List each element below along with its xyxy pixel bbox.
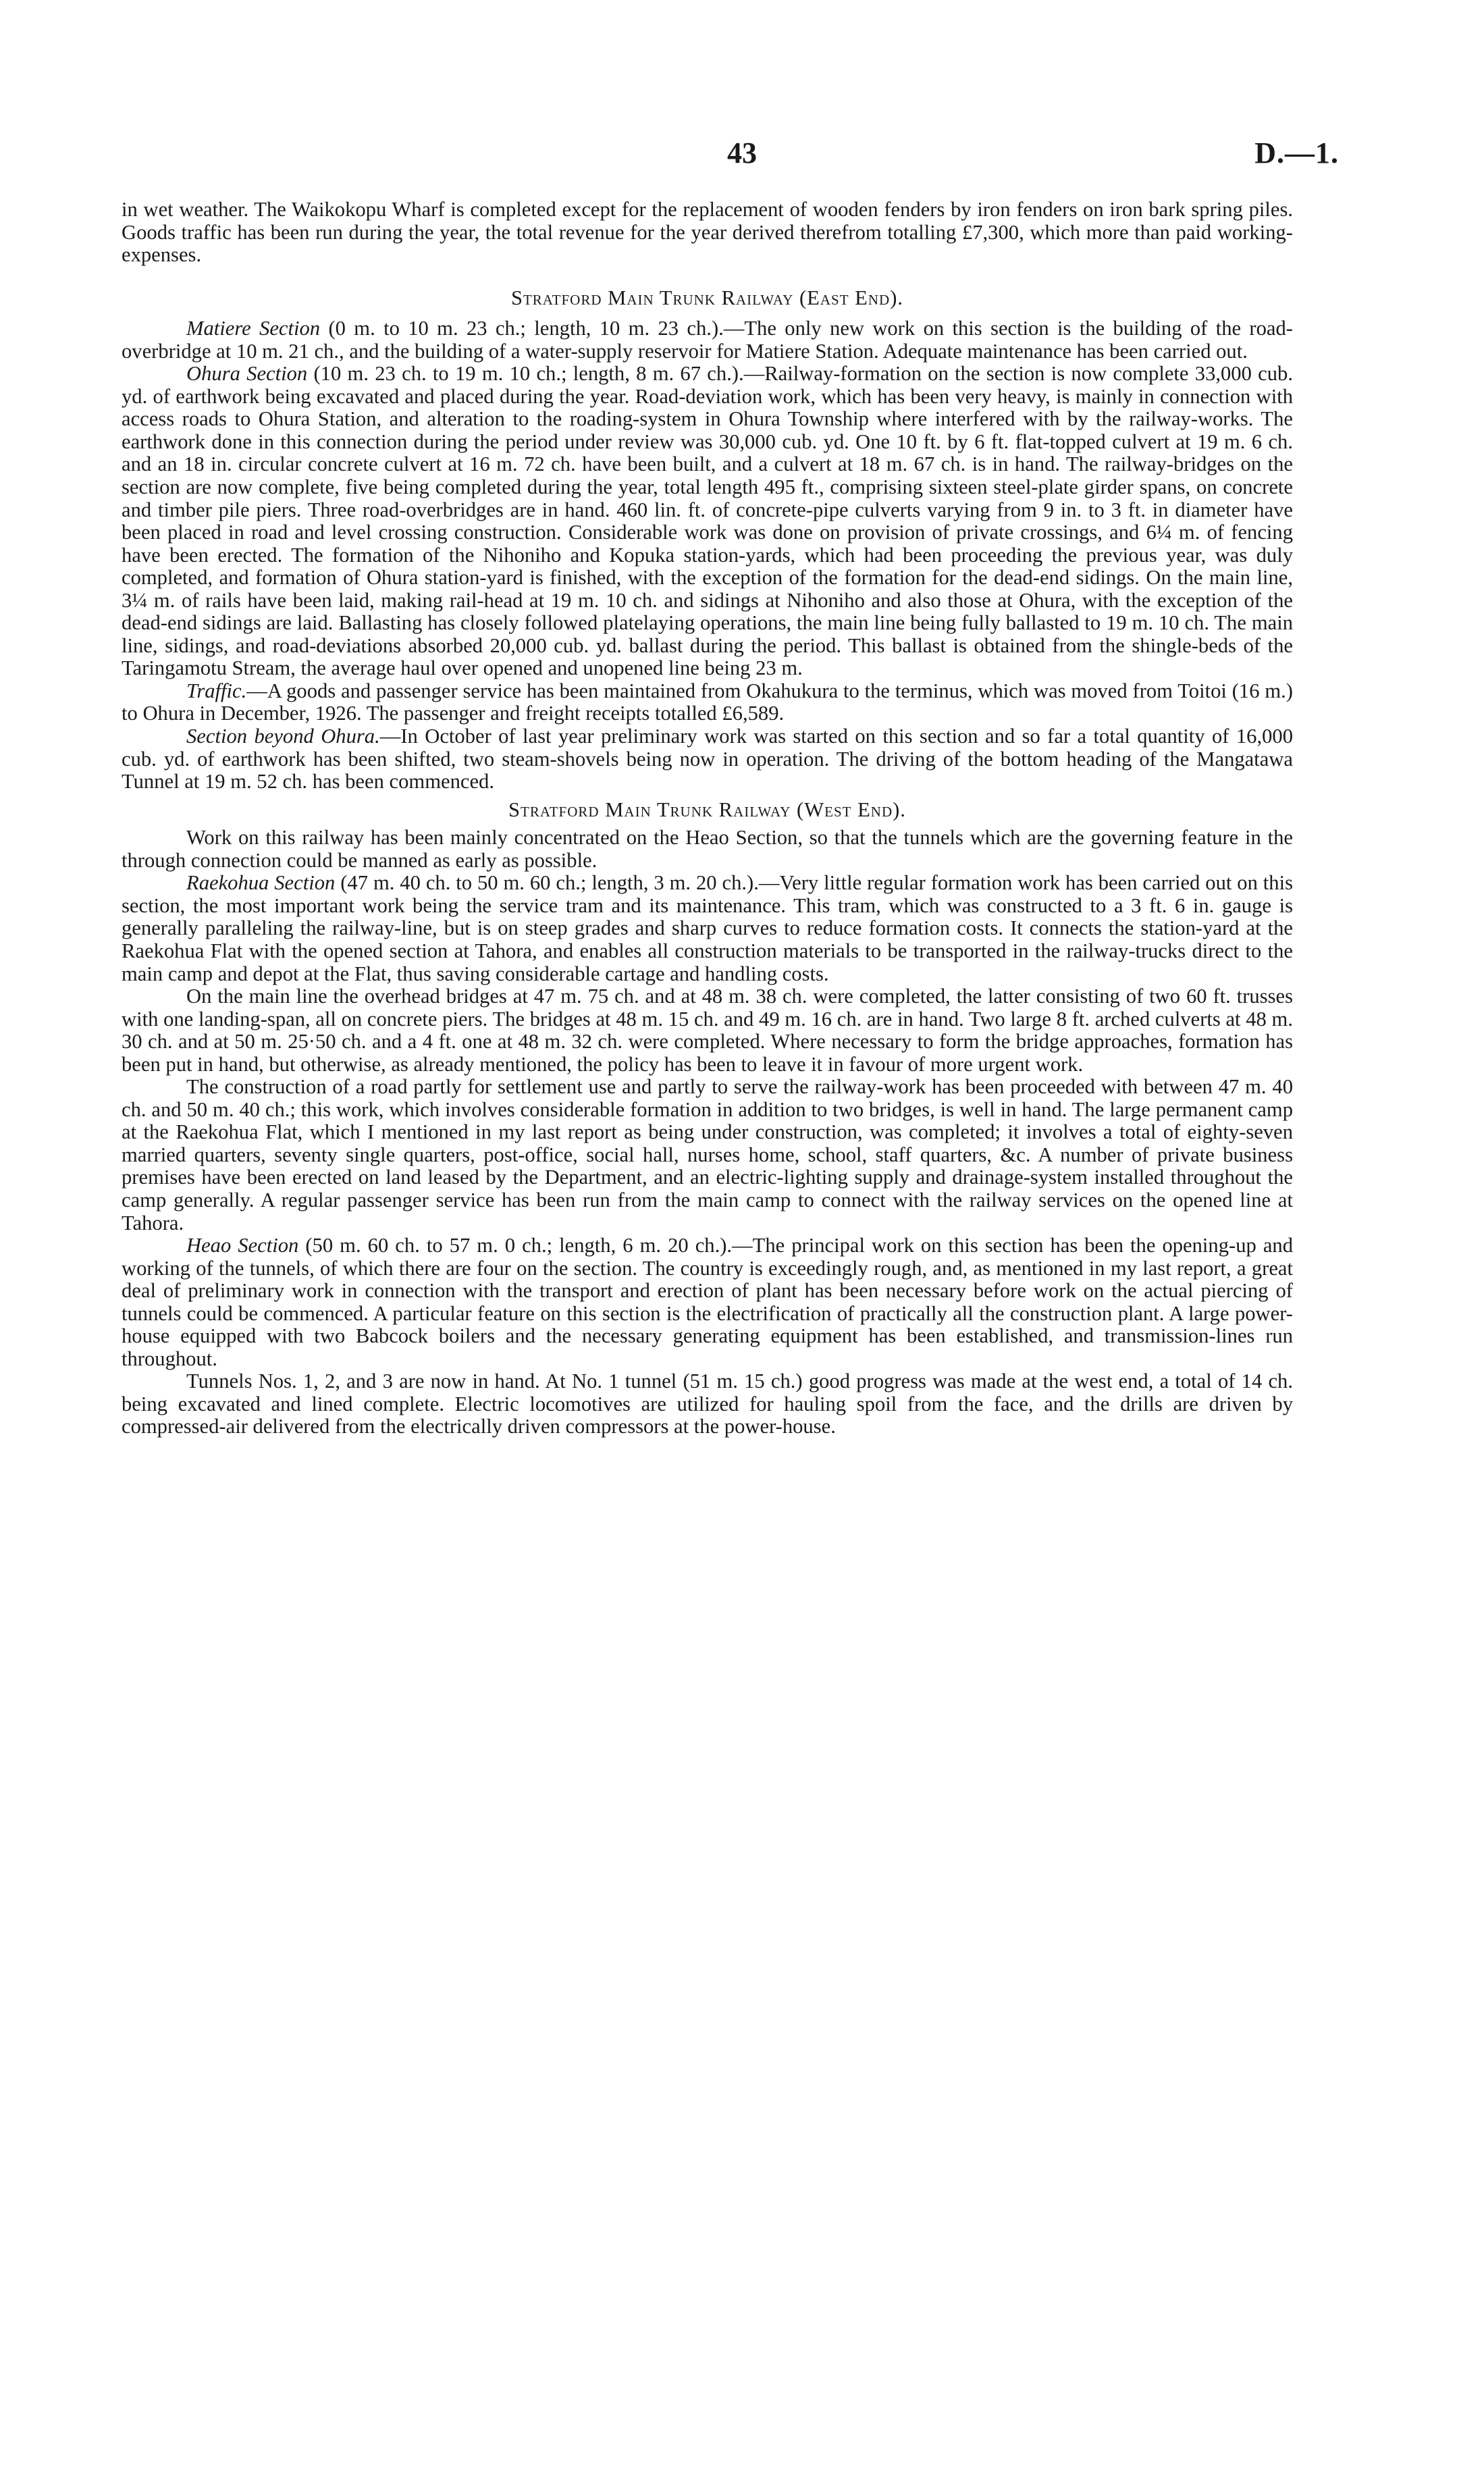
road-construction-paragraph: The construction of a road partly for settlement use and partly to serve the railway-work has been proceeded with between 47 m. 40 ch. and 50 m. 40 ch.; this work, which involves considerable formation in addition to two bridges, is well in hand. The large permanent camp at the Raekohua Flat, which I mentioned in my last report as being under construction, was completed; it involves a total of eighty-seven married quarters, seventy single quarters, post-office, social hall, nurses home, school, staff quarters, &c. A number of private business premises have been erected on land leased by the Department, and an electric-lighting supply and drainage-system installed throughout the camp generally. A regular passenger service has been run from the main camp to connect with the railway services on the opened line at Tahora. (122, 1075, 1293, 1234)
traffic-text: —A goods and passenger service has been maintained from Okahukura to the terminus, which was moved from Toitoi (16 m.) to Ohura in December, 1926. The passenger and freight receipts totalled £6,589. (122, 679, 1293, 725)
main-line-bridges-paragraph: On the main line the overhead bridges at 47 m. 75 ch. and at 48 m. 38 ch. were completed, the latter consisting of two 60 ft. trusses with one landing-span, all on concrete piers. The bridges at 48 m. 15 ch. and 49 m. 16 ch. are in hand. Two large 8 ft. arched culverts at 48 m. 30 ch. and at 50 m. 25·50 ch. and a 4 ft. one at 48 m. 32 ch. were completed. Where necessary to form the bridge approaches, formation has been put in hand, but otherwise, as already mentioned, the policy has been to leave it in favour of more urgent work. (122, 985, 1293, 1076)
document-reference: D.—1. (1254, 136, 1339, 170)
heao-section-text: (50 m. 60 ch. to 57 m. 0 ch.; length, 6 m. 20 ch.).—The principal work on this section has been the opening-up and working of the tunnels, of which there are four on the section. The country is exceedingly rough, and, as mentioned in my last report, a great deal of preliminary work in connection with the transport and erection of plant has been necessary before work on the actual piercing of tunnels could be commenced. A particular feature on this section is the electrification of practically all the construction plant. A large power-house equipped with two Babcock boilers and the necessary generating equipment has been established, and transmission-lines run throughout. (122, 1234, 1293, 1370)
heao-section-lead: Heao Section (186, 1234, 299, 1257)
ohura-section-paragraph (122, 363, 1293, 680)
report-body (122, 199, 1293, 1438)
west-end-intro-paragraph: Work on this railway has been mainly concentrated on the Heao Section, so that the tunnels which are the governing feature in the through connection could be manned as early as possible. (122, 826, 1293, 872)
intro-paragraph: in wet weather. The Waikokopu Wharf is completed except for the replacement of wooden fenders by iron fenders on iron bark spring piles. Goods traffic has been run during the year, the total revenue for the year derived therefrom totalling £7,300, which more than paid working-expenses. (122, 198, 1293, 267)
traffic-paragraph (122, 680, 1293, 725)
raekohua-section-text: (47 m. 40 ch. to 50 m. 60 ch.; length, 3 m. 20 ch.).—Very little regular formation work has been carried out on this section, the most important work being the service tram and its maintenance. This tram, which was constructed to a 3 ft. 6 in. gauge is generally paralleling the railway-line, but is on steep grades and sharp curves to reduce formation costs. It connects the station-yard at the Raekohua Flat with the opened section at Tahora, and enables all construction materials to be transported in the railway-trucks direct to the main camp and depot at the Flat, thus saving considerable cartage and handling costs. (122, 871, 1294, 985)
raekohua-section-paragraph (122, 872, 1293, 985)
section-heading-east-end: Stratford Main Trunk Railway (East End). (510, 286, 904, 309)
raekohua-section-lead: Raekohua Section (186, 871, 336, 895)
section-beyond-ohura-lead: Section beyond Ohura. (186, 725, 380, 748)
matiere-section-lead: Matiere Section (186, 317, 321, 340)
page-number: 43 (727, 136, 757, 170)
heao-section-paragraph (122, 1234, 1293, 1370)
matiere-section-paragraph (122, 317, 1293, 363)
traffic-lead: Traffic. (186, 679, 247, 702)
ohura-section-text: (10 m. 23 ch. to 19 m. 10 ch.; length, 8 m. 67 ch.).—Railway-formation on the section is now complete 33,000 cub. yd. of earthwork being excavated and placed during the year. Road-deviation work, which has been very heavy, is mainly in connection with access roads to Ohura Station, and alteration to the roading-system in Ohura Township where interfered with by the railway-works. The earthwork done in this connection during the period under review was 30,000 cub. yd. One 10 ft. by 6 ft. flat-topped culvert at 19 m. 6 ch. and an 18 in. circular concrete culvert at 16 m. 72 ch. have been built, and a culvert at 18 m. 67 ch. is in hand. The railway-bridges on the section are now complete, five being completed during the year, total length 495 ft., comprising sixteen steel-plate girder spans, on concrete and timber pile piers. Three road-overbridges are in hand. 460 lin. ft. of concrete-pipe culverts varying from 9 in. to 3 ft. in diameter have been placed in road and level crossing construction. Considerable work was done on provision of private crossings, and 6¼ m. of fencing have been erected. The formation of the Nihoniho and Kopuka station-yards, which had been proceeding the previous year, was duly completed, and formation of Ohura station-yard is finished, with the exception of the formation for the dead-end sidings. On the main line, 3¼ m. of rails have been laid, making rail-head at 19 m. 10 ch. and sidings at Nihoniho and also those at Ohura, with the exception of the dead-end sidings are laid. Ballasting has closely followed platelaying operations, the main line being fully ballasted to 19 m. 10 ch. The main line, sidings, and road-deviations absorbed 20,000 cub. yd. ballast during the period. This ballast is obtained from the shingle-beds of the Taringamotu Stream, the average haul over opened and unopened line being 23 m. (122, 362, 1293, 680)
tunnels-paragraph: Tunnels Nos. 1, 2, and 3 are now in hand. At No. 1 tunnel (51 m. 15 ch.) good progress was made at the west end, a total of 14 ch. being excavated and lined complete. Electric locomotives are utilized for hauling spoil from the face, and the drills are driven by compressed-air delivered from the electrically driven compressors at the power-house. (122, 1370, 1293, 1438)
section-beyond-ohura-paragraph (122, 725, 1293, 793)
section-beyond-ohura-text: —In October of last year preliminary work was started on this section and so far a total quantity of 16,000 cub. yd. of earthwork has been shifted, two steam-shovels being now in operation. The driving of the bottom heading of the Mangatawa Tunnel at 19 m. 52 ch. has been commenced. (122, 725, 1293, 793)
matiere-section-text: (0 m. to 10 m. 23 ch.; length, 10 m. 23 ch.).—The only new work on this section is the building of the road-overbridge at 10 m. 21 ch., and the building of a water-supply reservoir for Matiere Station. Adequate maintenance has been carried out. (122, 317, 1293, 363)
ohura-section-lead: Ohura Section (186, 362, 308, 386)
section-heading-west-end: Stratford Main Trunk Railway (West End). (508, 798, 906, 821)
